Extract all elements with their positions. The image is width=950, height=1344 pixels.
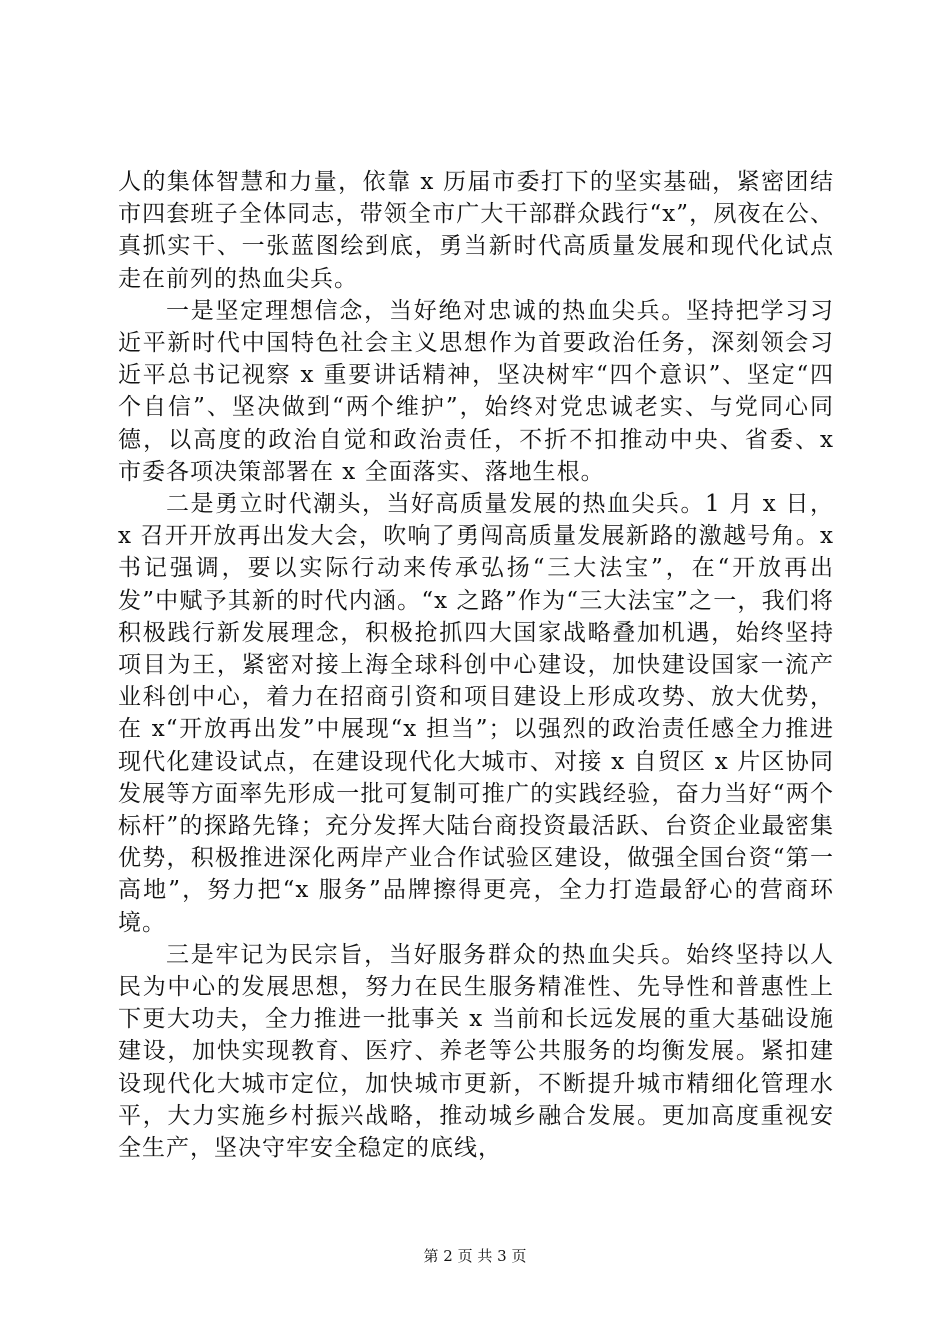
page-footer: 第 2 页 共 3 页 [423, 1247, 527, 1265]
paragraph-development: 二是勇立时代潮头，当好高质量发展的热血尖兵。1 月 x 日，x 召开开放再出发大会，吹响了勇闯高质量发展新路的激越号角。x 书记强调，要以实际行动来传承弘扬“三大法宝”，在“开放再出发”中赋予其新的时代内涵。“x 之路”作为“三大法宝”之一，我们将积极践行新发展理念，积极抢抓四大国家战略叠加机遇，始终坚持项目为王，紧密对接上海全球科创中心建设，加快建设国家一流产业科创中心，着力在招商引资和项目建设上形成攻势、放大优势，在 x“开放再出发”中展现“x 担当”；以强烈的政治责任感全力推进现代化建设试点，在建设现代化大城市、对接 x 自贸区 x 片区协同发展等方面率先形成一批可复制可推广的实践经验，奋力当好“两个标杆”的探路先锋；充分发挥大陆台商投资最活跃、台资企业最密集优势，积极推进深化两岸产业合作试验区建设，做强全国台资“第一高地”，努力把“x 服务”品牌擦得更亮，全力打造最舒心的营商环境。 [118, 491, 834, 936]
document-body [118, 166, 834, 1164]
paragraph-loyalty: 一是坚定理想信念，当好绝对忠诚的热血尖兵。坚持把学习习近平新时代中国特色社会主义思想作为首要政治任务，深刻领会习近平总书记视察 x 重要讲话精神，坚决树牢“四个意识”、坚定“四个自信”、坚决做到“两个维护”，始终对党忠诚老实、与党同心同德，以高度的政治自觉和政治责任，不折不扣推动中央、省委、x 市委各项决策部署在 x 全面落实、落地生根。 [118, 297, 834, 485]
paragraph-continued: 人的集体智慧和力量，依靠 x 历届市委打下的坚实基础，紧密团结市四套班子全体同志，带领全市广大干部群众践行“x”，夙夜在公、真抓实干、一张蓝图绘到底，勇当新时代高质量发展和现代化试点走在前列的热血尖兵。 [118, 169, 834, 292]
paragraph-people: 三是牢记为民宗旨，当好服务群众的热血尖兵。始终坚持以人民为中心的发展思想，努力在民生服务精准性、先导性和普惠性上下更大功夫，全力推进一批事关 x 当前和长远发展的重大基础设施建设，加快实现教育、医疗、养老等公共服务的均衡发展。紧扣建设现代化大城市定位，加快城市更新，不断提升城市精细化管理水平，大力实施乡村振兴战略，推动城乡融合发展。更加高度重视安全生产，坚决守牢安全稳定的底线， [118, 941, 834, 1162]
